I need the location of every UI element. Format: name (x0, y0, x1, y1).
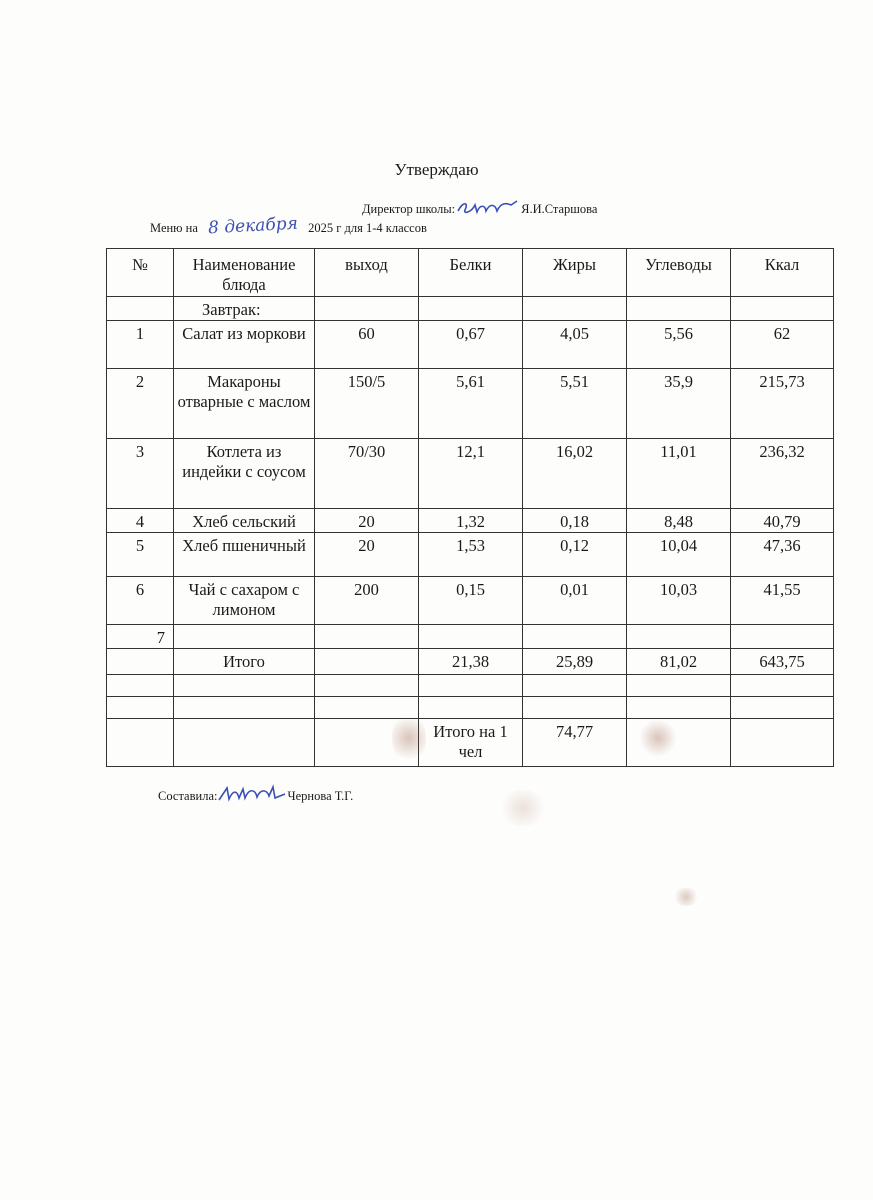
director-line (362, 199, 597, 217)
menu-prefix: Меню на (150, 221, 198, 235)
section-label: Завтрак: (174, 297, 315, 321)
menu-table (106, 248, 834, 767)
total-kcal: 643,75 (731, 649, 834, 675)
table-row (107, 439, 834, 509)
director-signature (455, 199, 521, 217)
cell-fat: 4,05 (523, 321, 627, 369)
cell-fat: 16,02 (523, 439, 627, 509)
col-header: выход (315, 249, 419, 297)
compiled-by-line (158, 784, 353, 806)
cell-protein: 1,53 (419, 533, 523, 577)
cell-kcal: 40,79 (731, 509, 834, 533)
cell-name: Котлета из индейки с соусом (174, 439, 315, 509)
cell-name (174, 625, 315, 649)
cell-carbs: 10,04 (627, 533, 731, 577)
director-label: Директор школы: (362, 202, 456, 216)
cell-carbs: 8,48 (627, 509, 731, 533)
cell-carbs: 11,01 (627, 439, 731, 509)
menu-date-line (150, 213, 427, 239)
cell-name: Салат из моркови (174, 321, 315, 369)
empty-row (107, 675, 834, 697)
table-row (107, 533, 834, 577)
compiled-signature (217, 784, 287, 806)
table-row (107, 577, 834, 625)
paper-stain (672, 888, 700, 906)
cell-name: Чай с сахаром с лимоном (174, 577, 315, 625)
col-header: Жиры (523, 249, 627, 297)
compiled-label: Составила: (158, 789, 218, 803)
cell-out: 200 (315, 577, 419, 625)
per-person-label: Итого на 1 чел (419, 719, 523, 767)
cell-protein: 0,67 (419, 321, 523, 369)
total-fat: 25,89 (523, 649, 627, 675)
cell-fat: 0,18 (523, 509, 627, 533)
col-header: Белки (419, 249, 523, 297)
cell-no: 6 (107, 577, 174, 625)
menu-suffix: 2025 г для 1-4 классов (308, 221, 427, 235)
col-header: № (107, 249, 174, 297)
director-name: Я.И.Старшова (521, 202, 598, 216)
compiled-name: Чернова Т.Г. (287, 789, 354, 803)
cell-protein: 5,61 (419, 369, 523, 439)
col-header: Наименование блюда (174, 249, 315, 297)
col-header: Углеводы (627, 249, 731, 297)
cell-out: 20 (315, 509, 419, 533)
cell-kcal: 47,36 (731, 533, 834, 577)
empty-row (107, 697, 834, 719)
cell-no: 2 (107, 369, 174, 439)
cell-fat: 0,12 (523, 533, 627, 577)
cell-protein: 0,15 (419, 577, 523, 625)
cell-no: 7 (107, 625, 174, 649)
cell-kcal: 236,32 (731, 439, 834, 509)
cell-protein: 12,1 (419, 439, 523, 509)
col-header: Ккал (731, 249, 834, 297)
cell-out: 60 (315, 321, 419, 369)
cell-kcal: 62 (731, 321, 834, 369)
table-row (107, 509, 834, 533)
total-protein: 21,38 (419, 649, 523, 675)
cell-fat: 0,01 (523, 577, 627, 625)
cell-kcal: 215,73 (731, 369, 834, 439)
cell-fat: 5,51 (523, 369, 627, 439)
total-carbs: 81,02 (627, 649, 731, 675)
cell-carbs: 5,56 (627, 321, 731, 369)
cell-no: 3 (107, 439, 174, 509)
cell-out: 150/5 (315, 369, 419, 439)
cell-protein: 1,32 (419, 509, 523, 533)
handwritten-date: 8 декабря (207, 213, 299, 239)
paper-stain (640, 718, 676, 758)
cell-kcal: 41,55 (731, 577, 834, 625)
cell-no: 5 (107, 533, 174, 577)
table-row (107, 321, 834, 369)
paper-stain (392, 712, 426, 764)
cell-out: 70/30 (315, 439, 419, 509)
cell-no: 1 (107, 321, 174, 369)
cell-no: 4 (107, 509, 174, 533)
per-person-value: 74,77 (523, 719, 627, 767)
total-row (107, 649, 834, 675)
paper-stain (498, 790, 548, 826)
cell-carbs: 10,03 (627, 577, 731, 625)
table-row (107, 625, 834, 649)
cell-name: Хлеб пшеничный (174, 533, 315, 577)
cell-out: 20 (315, 533, 419, 577)
section-row (107, 297, 834, 321)
cell-name: Макароны отварные с маслом (174, 369, 315, 439)
table-row (107, 369, 834, 439)
cell-name: Хлеб сельский (174, 509, 315, 533)
per-person-row (107, 719, 834, 767)
total-label: Итого (174, 649, 315, 675)
table-header-row (107, 249, 834, 297)
cell-carbs: 35,9 (627, 369, 731, 439)
approval-title: Утверждаю (394, 160, 479, 179)
